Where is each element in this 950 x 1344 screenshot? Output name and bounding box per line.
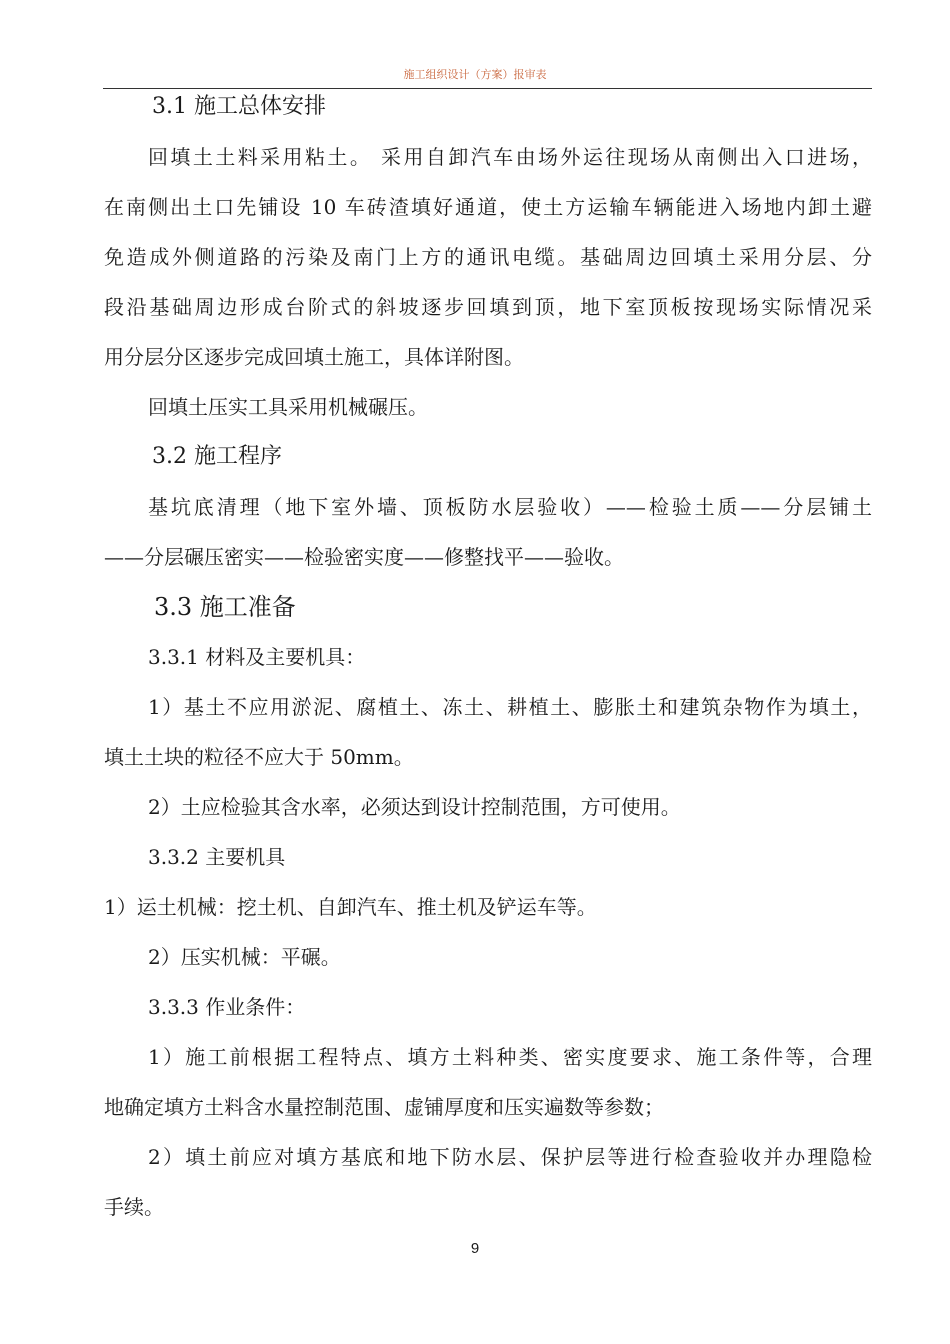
heading-3-2: 3.2 施工程序 xyxy=(152,444,282,469)
paragraph-line: 回填土压实工具采用机械碾压。 xyxy=(148,395,428,419)
list-item-line: 1）施工前根据工程特点、填方土料种类、密实度要求、施工条件等，合理 xyxy=(148,1045,872,1069)
subheading-3-3-1: 3.3.1 材料及主要机具： xyxy=(148,645,366,669)
paragraph-line: 基坑底清理（地下室外墙、顶板防水层验收）——检验土质——分层铺土 xyxy=(148,495,872,519)
list-item-line: 填土土块的粒径不应大于 50mm。 xyxy=(104,745,414,769)
list-item-line: 手续。 xyxy=(104,1195,164,1219)
paragraph-line: 在南侧出土口先铺设 10 车砖渣填好通道，使土方运输车辆能进入场地内卸土避 xyxy=(104,195,872,219)
paragraph-line: 免造成外侧道路的污染及南门上方的通讯电缆。基础周边回填土采用分层、分 xyxy=(104,245,872,269)
paragraph-line: 段沿基础周边形成台阶式的斜坡逐步回填到顶，地下室顶板按现场实际情况采 xyxy=(104,295,872,319)
list-item-line: 地确定填方土料含水量控制范围、虚铺厚度和压实遍数等参数； xyxy=(104,1095,664,1119)
list-item-line: 1）运土机械：挖土机、自卸汽车、推土机及铲运车等。 xyxy=(104,895,597,919)
list-item-line: 2）填土前应对填方基底和地下防水层、保护层等进行检查验收并办理隐检 xyxy=(148,1145,872,1169)
list-item-line: 1）基土不应用淤泥、腐植土、冻土、耕植土、膨胀土和建筑杂物作为填土， xyxy=(148,695,872,719)
list-item-line: 2）压实机械：平碾。 xyxy=(148,945,341,969)
subheading-3-3-2: 3.3.2 主要机具 xyxy=(148,845,286,869)
list-item-line: 2）土应检验其含水率，必须达到设计控制范围，方可使用。 xyxy=(148,795,681,819)
header-rule xyxy=(103,88,872,89)
page-number: 9 xyxy=(470,1240,480,1257)
page-header: 施工组织设计（方案）报审表 xyxy=(403,68,547,81)
heading-3-1: 3.1 施工总体安排 xyxy=(152,94,326,119)
paragraph-line: 用分层分区逐步完成回填土施工，具体详附图。 xyxy=(104,345,524,369)
heading-3-3: 3.3 施工准备 xyxy=(154,593,296,621)
subheading-3-3-3: 3.3.3 作业条件： xyxy=(148,995,306,1019)
paragraph-line: ——分层碾压密实——检验密实度——修整找平——验收。 xyxy=(104,545,624,569)
paragraph-line: 回填土土料采用粘土。 采用自卸汽车由场外运往现场从南侧出入口进场， xyxy=(148,145,872,169)
